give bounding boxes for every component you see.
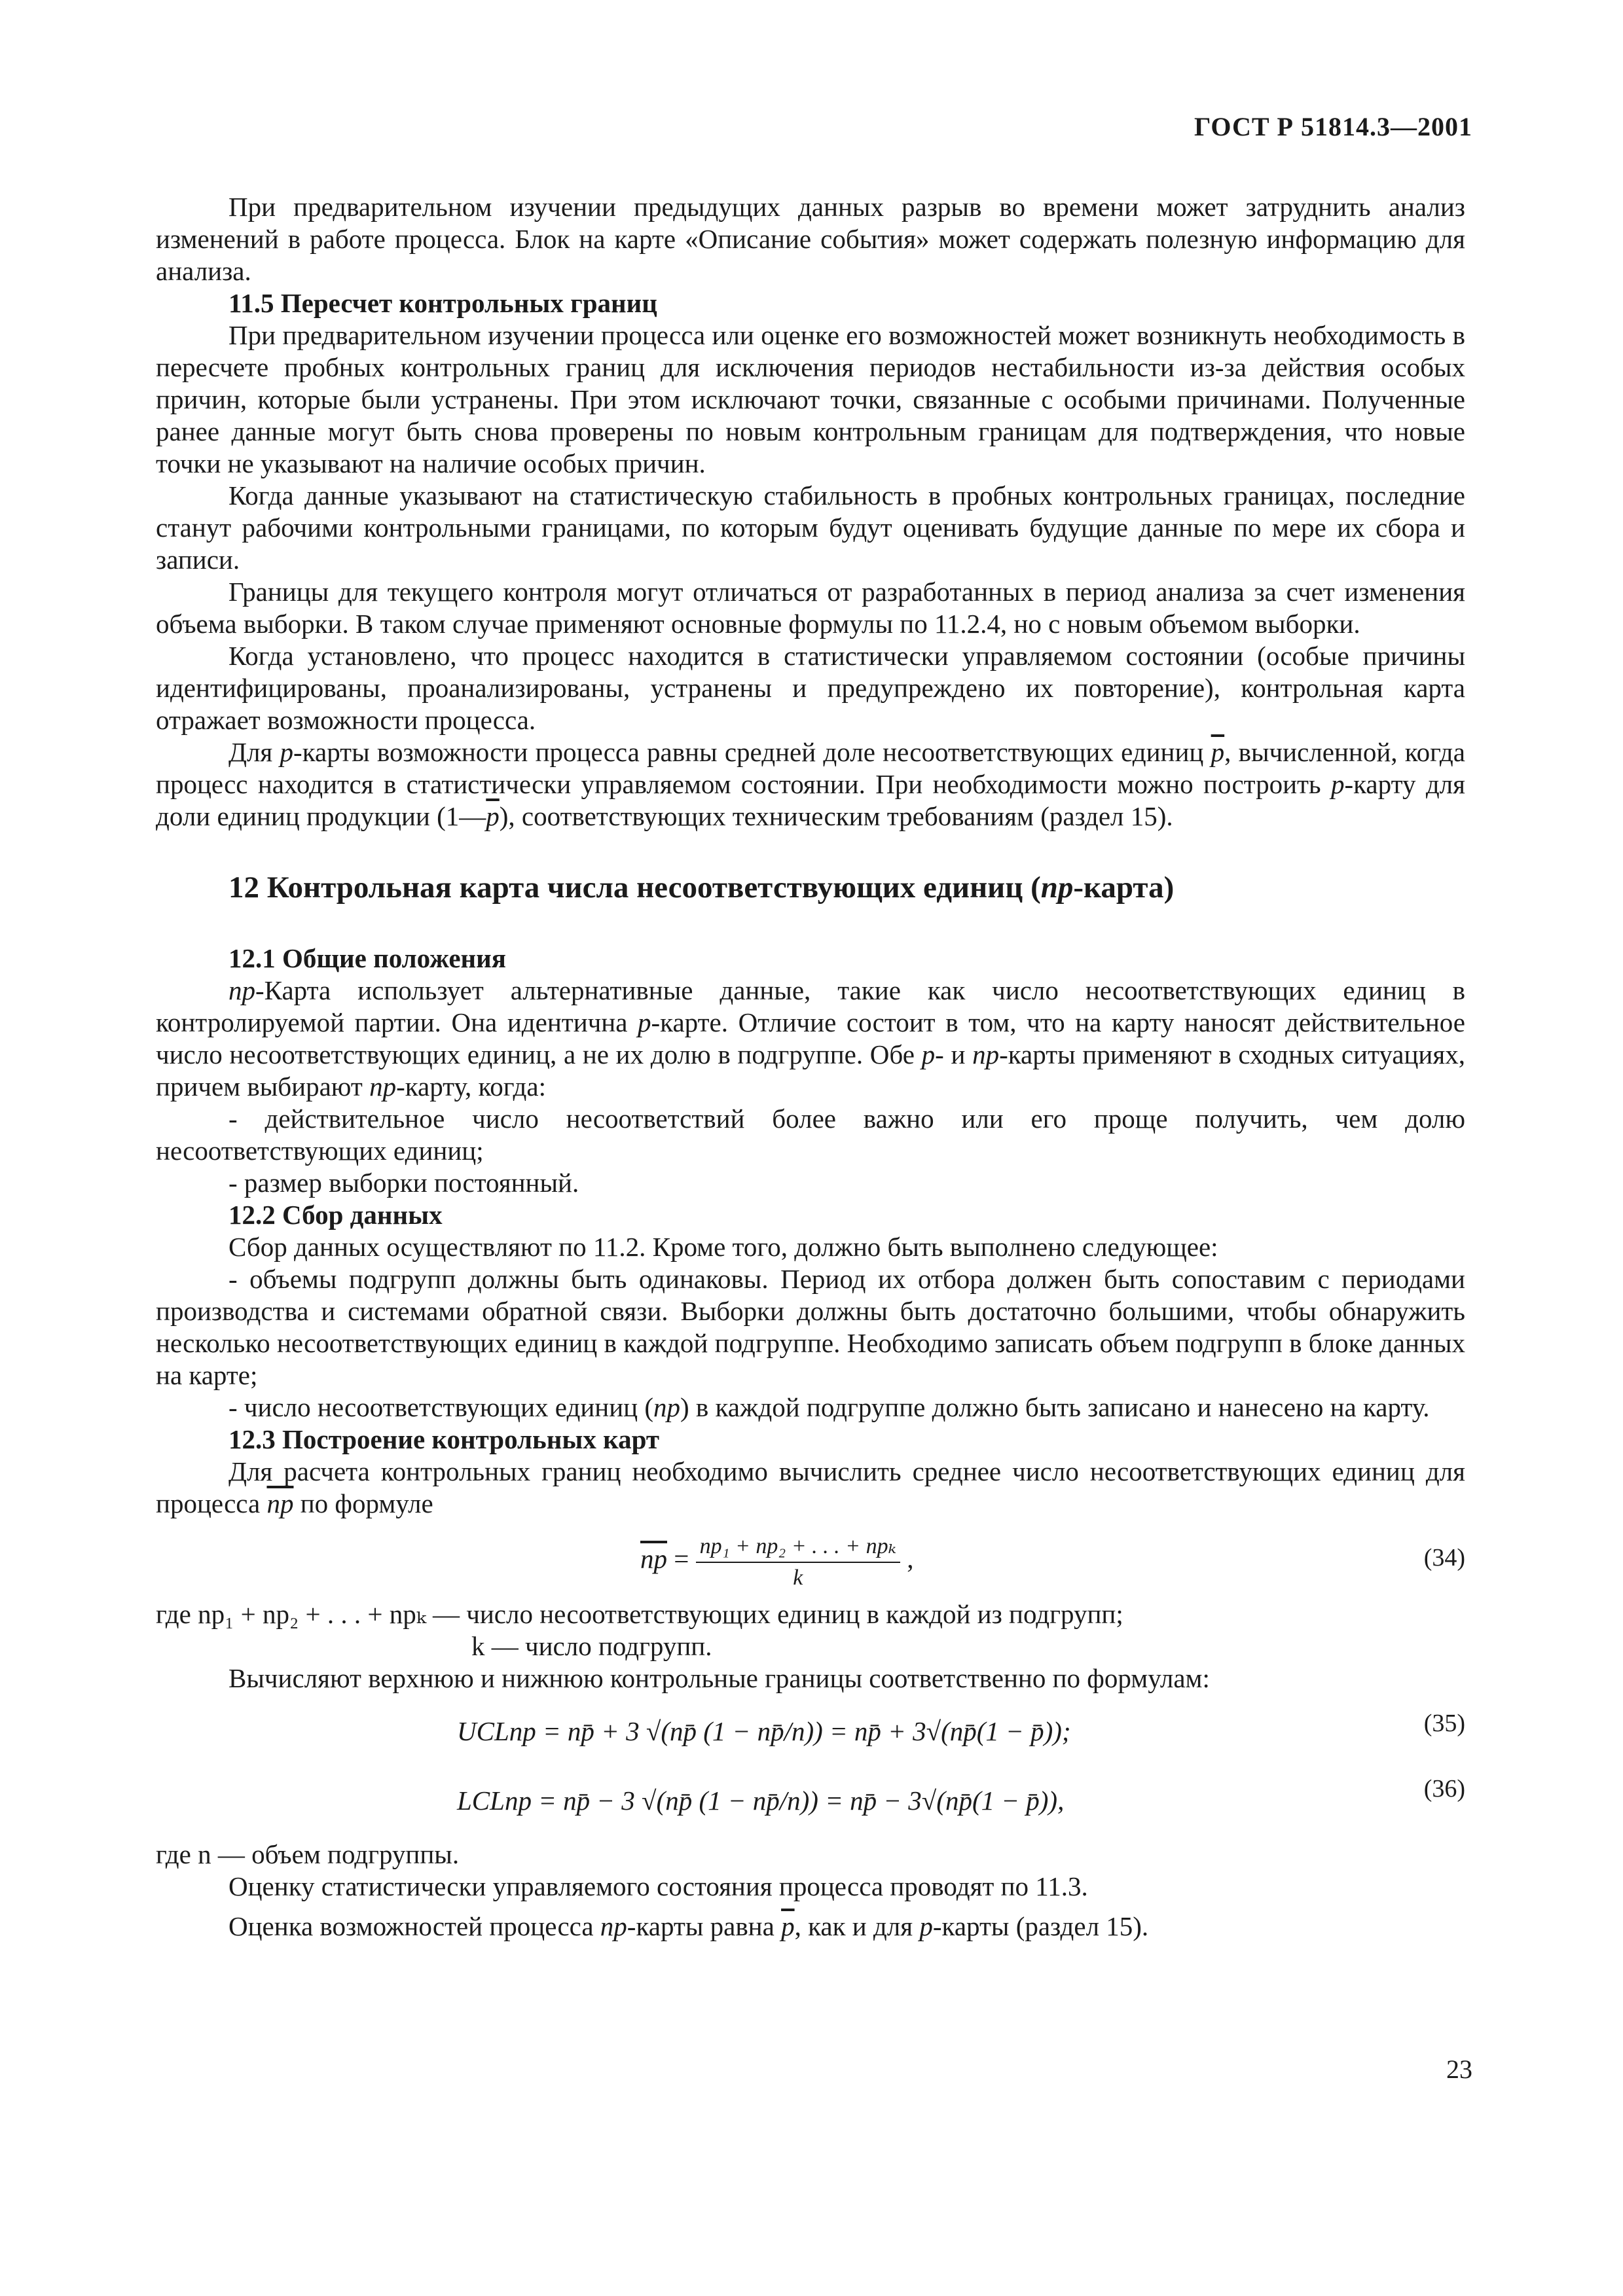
paragraph: Вычисляют верхнюю и нижнюю контрольные границы соответственно по формулам: bbox=[228, 1663, 1210, 1693]
formula-explanation: k — число подгрупп. bbox=[471, 1631, 712, 1661]
document-header-id: ГОСТ Р 51814.3—2001 bbox=[1194, 112, 1472, 141]
paragraph: Оценка возможностей процесса np-карты равна $\overline{p}$, как и для p-карты (раздел 15). bbox=[228, 1911, 1149, 1941]
list-item: - размер выборки постоянный. bbox=[228, 1168, 579, 1198]
section-heading-12: 12 Контрольная карта числа несоответствующих единиц (np-карта) bbox=[228, 870, 1175, 905]
section-heading-12-2: 12.2 Сбор данных bbox=[228, 1200, 443, 1230]
list-item: - объемы подгрупп должны быть одинаковы. Период их отбора должен быть сопоставим с периодами производства и системами обратной связи. Выборки должны быть достаточно большими, чтобы обнаружить несколько несоответствующих единиц в каждой подгруппе. Необходимо записать объем подгрупп в блоке данных на карте; bbox=[156, 1264, 1465, 1390]
paragraph: Для расчета контрольных границ необходимо вычислить среднее число несоответствующих единиц для процесса $\overline{np}$ по формуле bbox=[156, 1456, 1465, 1518]
paragraph: np-Карта использует альтернативные данные, такие как число несоответствующих единиц в контролируемой партии. Она идентична p-карте. Отличие состоит в том, что на карту наносят действительное число несоответствующих единиц, а не их долю в подгруппе. Обе p- и np-карты применяют в сходных ситуациях, причем выбирают np-карту, когда: bbox=[156, 975, 1465, 1102]
paragraph: Когда установлено, что процесс находится в статистически управляемом состоянии (особые причины идентифицированы, проанализированы, устранены и предупреждено их повторение), контрольная карта отражает возможности процесса. bbox=[156, 641, 1465, 735]
section-heading-12-3: 12.3 Построение контрольных карт bbox=[228, 1424, 660, 1454]
paragraph: При предварительном изучении предыдущих данных разрыв во времени может затруднить анализ изменений в работе процесса. Блок на карте «Описание события» может содержать полезную информацию для анализа. bbox=[156, 192, 1465, 286]
formula-34: $\overline{np}$ = $\frac{\text{np₁ + np₂ + . . . + npₖ}}{k}$ , (34) bbox=[640, 1534, 1465, 1590]
formula-number: (34) bbox=[1423, 1544, 1465, 1571]
formula-number: (36) bbox=[1423, 1775, 1465, 1803]
formula-explanation: где n — объем подгруппы. bbox=[156, 1839, 460, 1869]
fraction: $\frac{\text{np₁ + np₂ + . . . + npₖ}}{k}$ bbox=[696, 1533, 900, 1590]
formula-35: UCLnp = np̄ + 3 √(np̄ (1 − np̄/n)) = np̄ + 3√(np̄(1 − p̄)); (35) bbox=[457, 1710, 1465, 1746]
main-text-column bbox=[156, 191, 1465, 1943]
paragraph: Границы для текущего контроля могут отличаться от разработанных в период анализа за счет изменения объема выборки. В таком случае применяют основные формулы по 11.2.4, но с новым объемом выборки. bbox=[156, 577, 1465, 639]
formula-explanation: где np₁ + np₂ + . . . + npₖ — число несоответствующих единиц в каждой из подгрупп; bbox=[156, 1599, 1123, 1629]
formula-36: LCLnp = np̄ − 3 √(np̄ (1 − np̄/n)) = np̄ − 3√(np̄(1 − p̄)), (36) bbox=[457, 1775, 1465, 1816]
list-item: - число несоответствующих единиц (np) в каждой подгруппе должно быть записано и нанесено на карту. bbox=[228, 1392, 1430, 1422]
formula-number: (35) bbox=[1423, 1710, 1465, 1737]
page-number: 23 bbox=[1446, 2054, 1472, 2084]
section-heading-12-1: 12.1 Общие положения bbox=[228, 943, 506, 973]
paragraph-p-chart-capability: Для p-карты возможности процесса равны средней доле несоответствующих единиц $\overline{p}$, вычисленной, когда процесс находится в статистически управляемом состоянии. При необходимости можно построить p-карту для доли единиц продукции $(1—\overline{p})$, соответствующих техническим требованиям (раздел 15). bbox=[156, 737, 1465, 831]
paragraph: Сбор данных осуществляют по 11.2. Кроме того, должно быть выполнено следующее: bbox=[228, 1232, 1218, 1262]
list-item: - действительное число несоответствий более важно или его проще получить, чем долю несоответствующих единиц; bbox=[156, 1103, 1465, 1166]
paragraph: При предварительном изучении процесса или оценке его возможностей может возникнуть необходимость в пересчете пробных контрольных границ для исключения периодов нестабильности из-за действия особых причин, которые были устранены. При этом исключают точки, связанные с особыми причинами. Полученные ранее данные могут быть снова проверены по новым контрольным границам для подтверждения, что новые точки не указывают на наличие особых причин. bbox=[156, 320, 1465, 478]
paragraph: Оценку статистически управляемого состояния процесса проводят по 11.3. bbox=[228, 1871, 1088, 1901]
paragraph: Когда данные указывают на статистическую стабильность в пробных контрольных границах, последние станут рабочими контрольными границами, по которым будут оценивать будущие данные по мере их сбора и записи. bbox=[156, 480, 1465, 575]
section-heading-11-5: 11.5 Пересчет контрольных границ bbox=[228, 288, 657, 318]
